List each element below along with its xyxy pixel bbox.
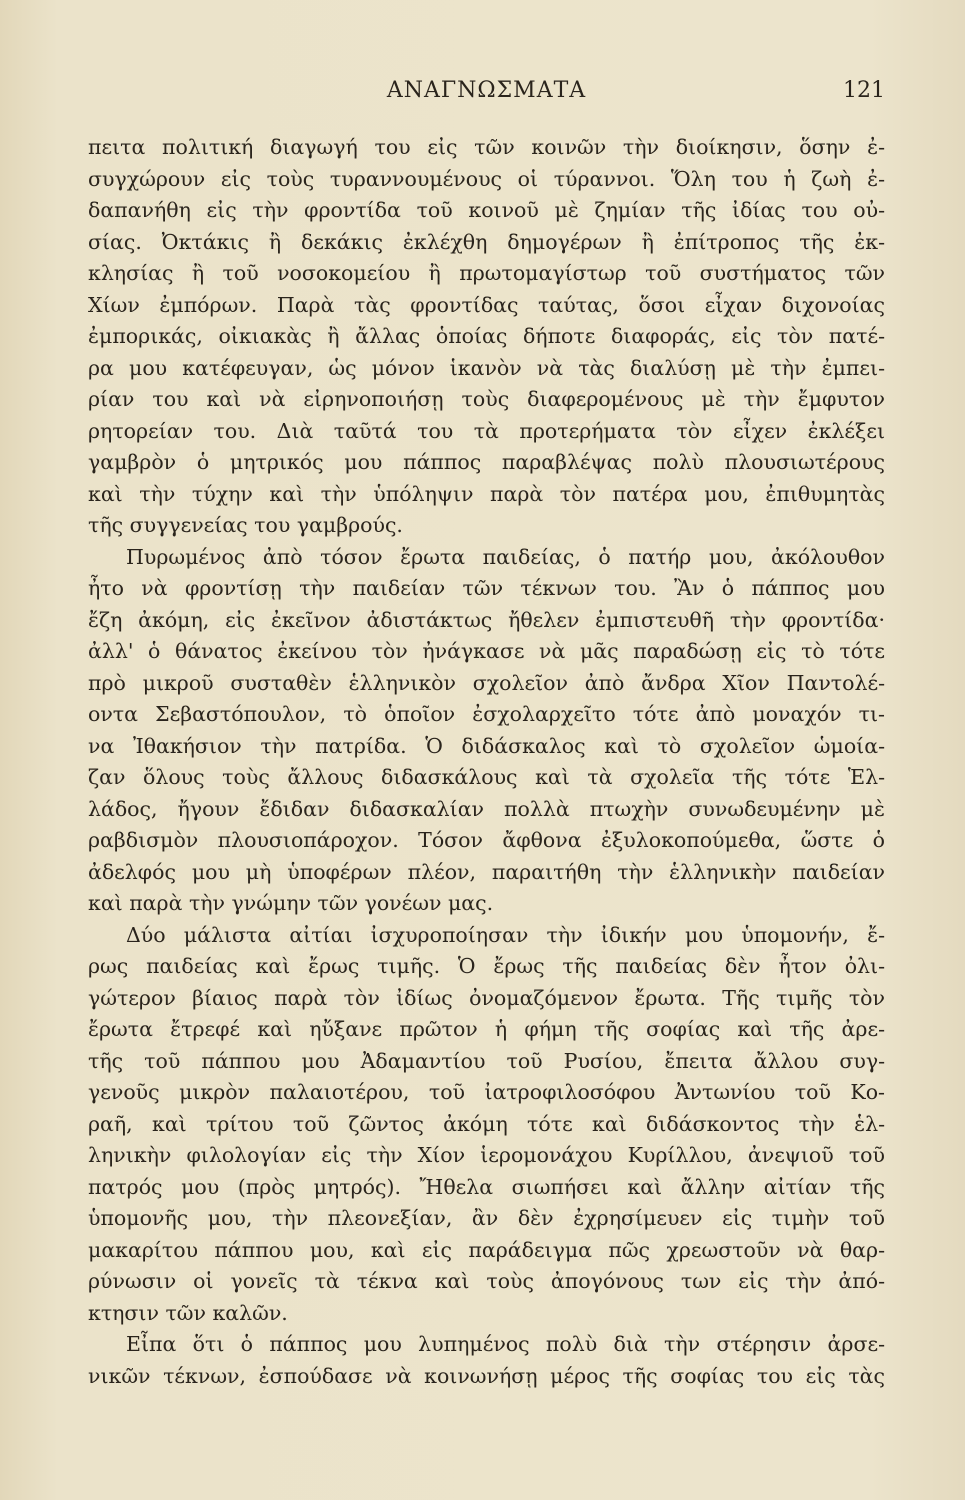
text-line: τῆς συγγενείας του γαμβρούς. [88, 513, 403, 537]
text-line: μακαρίτου πάππου μου, καὶ εἰς παράδειγμα πῶς χρεωστοῦν νὰ θαρ- [88, 1237, 885, 1262]
text-line: πειτα πολιτική διαγωγή του εἰς τῶν κοινῶν τὴν διοίκησιν, ὅσην ἐ- [88, 135, 885, 159]
text-line: Πυρωμένος ἀπὸ τόσον ἔρωτα παιδείας, ὁ πατήρ μου, ἀκόλουθον [126, 544, 885, 569]
text-line: καὶ παρὰ τὴν γνώμην τῶν γονέων μας. [88, 891, 494, 915]
text-line: πρὸ μικροῦ συσταθὲν ἑλληνικὸν σχολεῖον ἀπὸ ἄνδρα Χῖον Παντολέ- [88, 670, 885, 695]
text-line: ζαν ὅλους τοὺς ἄλλους διδασκάλους καὶ τὰ σχολεῖα τῆς τότε Ἑλ- [88, 765, 885, 789]
text-line: Εἶπα ὅτι ὁ πάππος μου λυπημένος πολὺ διὰ τὴν στέρησιν ἀρσε- [126, 1332, 885, 1356]
text-line: οντα Σεβαστόπουλον, τὸ ὁποῖον ἐσχολαρχεῖτο τότε ἀπὸ μοναχόν τι- [88, 702, 885, 726]
text-line: δαπανήθη εἰς τὴν φροντίδα τοῦ κοινοῦ μὲ ζημίαν τῆς ἰδίας του οὐ- [88, 198, 885, 222]
text-line: ρητορείαν του. Διὰ ταῦτά του τὰ προτερήματα τὸν εἶχεν ἐκλέξει [88, 418, 885, 443]
text-line: γενοῦς μικρὸν παλαιοτέρου, τοῦ ἰατροφιλοσόφου Ἀντωνίου τοῦ Κο- [88, 1080, 885, 1104]
text-line: ρως παιδείας καὶ ἔρως τιμῆς. Ὁ ἔρως τῆς παιδείας δὲν ἦτον ὀλι- [88, 954, 885, 978]
text-line: ἀδελφός μου μὴ ὑποφέρων πλέον, παραιτήθη τὴν ἑλληνικὴν παιδείαν [88, 859, 885, 884]
text-line: Χίων ἐμπόρων. Παρὰ τὰς φροντίδας ταύτας, ὅσοι εἶχαν διχονοίας [88, 292, 885, 317]
text-line: ἔζη ἀκόμη, εἰς ἐκεῖνον ἀδιστάκτως ἤθελεν ἐμπιστευθῆ τὴν φροντίδα· [88, 607, 885, 632]
body-text [88, 132, 885, 1392]
running-head [88, 78, 885, 118]
text-line: ὑπομονῆς μου, τὴν πλεονεξίαν, ἂν δὲν ἐχρησίμευεν εἰς τιμὴν τοῦ [88, 1206, 885, 1230]
text-line: να Ἰθακήσιον τὴν πατρίδα. Ὁ διδάσκαλος καὶ τὸ σχολεῖον ὡμοία- [88, 733, 885, 758]
running-title: ΑΝΑΓΝΩΣΜΑΤΑ [386, 78, 587, 103]
text-line: λάδος, ἤγουν ἔδιδαν διδασκαλίαν πολλὰ πτωχὴν συνωδευμένην μὲ [88, 796, 885, 821]
text-line: Δύο μάλιστα αἰτίαι ἰσχυροποίησαν τὴν ἰδικήν μου ὑπομονήν, ἔ- [126, 922, 885, 947]
text-line: κλησίας ἢ τοῦ νοσοκομείου ἢ πρωτομαγίστωρ τοῦ συστήματος τῶν [88, 261, 885, 285]
text-line: σίας. Ὀκτάκις ἢ δεκάκις ἐκλέχθη δημογέρων ἢ ἐπίτροπος τῆς ἐκ- [88, 229, 885, 254]
text-line: γώτερον βίαιος παρὰ τὸν ἰδίως ὀνομαζόμενον ἔρωτα. Τῆς τιμῆς τὸν [88, 985, 885, 1010]
text-line: πατρός μου (πρὸς μητρός). Ἤθελα σιωπήσει καὶ ἄλλην αἰτίαν τῆς [88, 1174, 885, 1199]
text-line: ραῆ, καὶ τρίτου τοῦ ζῶντος ἀκόμη τότε καὶ διδάσκοντος τὴν ἑλ- [88, 1111, 885, 1136]
text-line: ἦτο νὰ φροντίσῃ τὴν παιδείαν τῶν τέκνων του. Ἂν ὁ πάππος μου [88, 576, 885, 600]
text-line: ἔρωτα ἔτρεφέ καὶ ηὔξανε πρῶτον ἡ φήμη τῆς σοφίας καὶ τῆς ἀρε- [88, 1017, 885, 1041]
text-line: συγχώρουν εἰς τοὺς τυραννουμένους οἱ τύραννοι. Ὅλη του ἡ ζωὴ ἐ- [88, 166, 885, 191]
text-line: τῆς τοῦ πάππου μου Ἀδαμαντίου τοῦ Ρυσίου, ἔπειτα ἄλλου συγ- [88, 1048, 885, 1073]
text-line: ραβδισμὸν πλουσιοπάροχον. Τόσον ἄφθονα ἐξυλοκοπούμεθα, ὥστε ὁ [88, 828, 885, 852]
text-line: ληνικὴν φιλολογίαν εἰς τὴν Χίον ἱερομονάχου Κυρίλλου, ἀνεψιοῦ τοῦ [88, 1143, 885, 1167]
text-line: ἐμπορικάς, οἰκιακὰς ἢ ἄλλας ὁποίας δήποτε διαφοράς, εἰς τὸν πατέ- [88, 324, 885, 348]
text-line: καὶ τὴν τύχην καὶ τὴν ὑπόληψιν παρὰ τὸν πατέρα μου, ἐπιθυμητὰς [88, 481, 885, 506]
text-line: ἀλλ' ὁ θάνατος ἐκείνου τὸν ἠνάγκασε νὰ μᾶς παραδώσῃ εἰς τὸ τότε [88, 639, 885, 663]
text-line: γαμβρὸν ὁ μητρικός μου πάππος παραβλέψας πολὺ πλουσιωτέρους [88, 450, 885, 474]
text-line: νικῶν τέκνων, ἐσπούδασε νὰ κοινωνήσῃ μέρος τῆς σοφίας του εἰς τὰς [88, 1363, 885, 1388]
text-line: ρα μου κατέφευγαν, ὡς μόνον ἱκανὸν νὰ τὰς διαλύσῃ μὲ τὴν ἐμπει- [88, 355, 885, 380]
text-line: ρύνωσιν οἱ γονεῖς τὰ τέκνα καὶ τοὺς ἀπογόνους των εἰς τὴν ἀπό- [88, 1269, 885, 1293]
page-number: 121 [843, 78, 885, 103]
text-line: ρίαν του καὶ νὰ εἰρηνοποιήσῃ τοὺς διαφερομένους μὲ τὴν ἔμφυτον [88, 387, 885, 411]
text-line: κτησιν τῶν καλῶν. [88, 1300, 288, 1325]
